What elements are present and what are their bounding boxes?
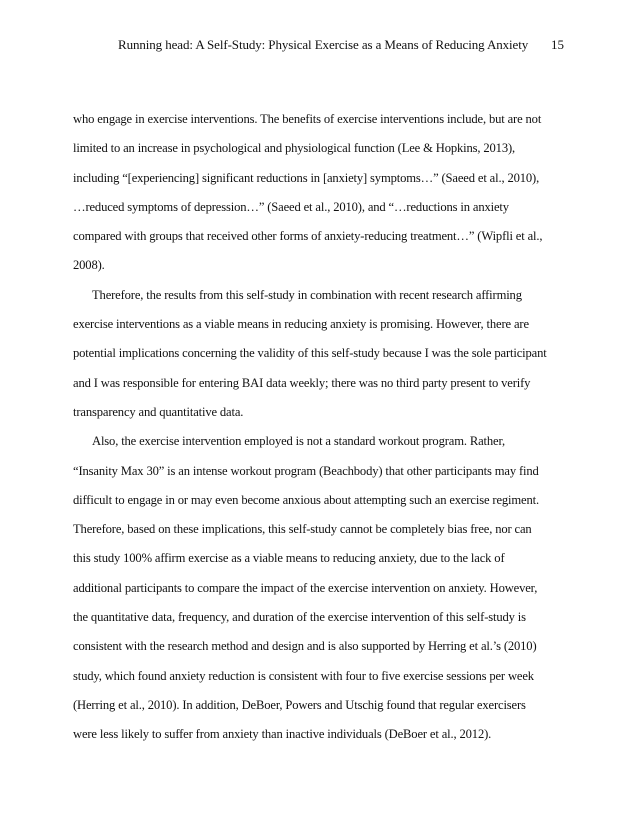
text-line: 2008).	[73, 258, 105, 273]
paragraph-first-line: Also, the exercise intervention employed is not a standard workout program. Rather,	[92, 434, 506, 449]
paragraph-first-line: Therefore, the results from this self-study in combination with recent research affirming	[92, 287, 522, 302]
running-head: Running head: A Self-Study: Physical Exercise as a Means of Reducing Anxiety	[118, 37, 529, 52]
text-line: “Insanity Max 30” is an intense workout program (Beachbody) that other participants may find	[73, 463, 539, 478]
page-number: 15	[551, 37, 564, 52]
text-line: exercise interventions as a viable means in reducing anxiety is promising. However, there are	[73, 317, 529, 332]
text-line: who engage in exercise interventions. The benefits of exercise interventions include, but are not	[73, 112, 542, 126]
text-line: potential implications concerning the validity of this self-study because I was the sole participant	[73, 346, 547, 361]
body-text	[73, 105, 573, 750]
text-line: consistent with the research method and design and is also supported by Herring et al.’s (2010)	[73, 639, 537, 654]
text-line: study, which found anxiety reduction is consistent with four to five exercise sessions per week	[73, 668, 534, 683]
text-line: …reduced symptoms of depression…” (Saeed et al., 2010), and “…reductions in anxiety	[73, 199, 509, 214]
text-line: this study 100% affirm exercise as a viable means to reducing anxiety, due to the lack of	[73, 551, 505, 566]
text-line: were less likely to suffer from anxiety than inactive individuals (DeBoer et al., 2012).	[73, 727, 492, 742]
text-line: Therefore, based on these implications, this self-study cannot be completely bias free, nor can	[73, 522, 532, 537]
text-line: and I was responsible for entering BAI data weekly; there was no third party present to verify	[73, 375, 531, 390]
text-line: limited to an increase in psychological and physiological function (Lee & Hopkins, 2013),	[73, 141, 516, 156]
text-line: compared with groups that received other forms of anxiety-reducing treatment…” (Wipfli et al.,	[73, 229, 543, 244]
text-line: including “[experiencing] significant reductions in [anxiety] symptoms…” (Saeed et al., 2010),	[73, 170, 540, 185]
text-line: additional participants to compare the impact of the exercise intervention on anxiety. However,	[73, 580, 538, 595]
text-line: (Herring et al., 2010). In addition, DeBoer, Powers and Utschig found that regular exercisers	[73, 697, 526, 712]
text-line: the quantitative data, frequency, and duration of the exercise intervention of this self-study is	[73, 610, 526, 625]
text-line: transparency and quantitative data.	[73, 404, 244, 419]
text-line: difficult to engage in or may even become anxious about attempting such an exercise regiment.	[73, 492, 539, 507]
